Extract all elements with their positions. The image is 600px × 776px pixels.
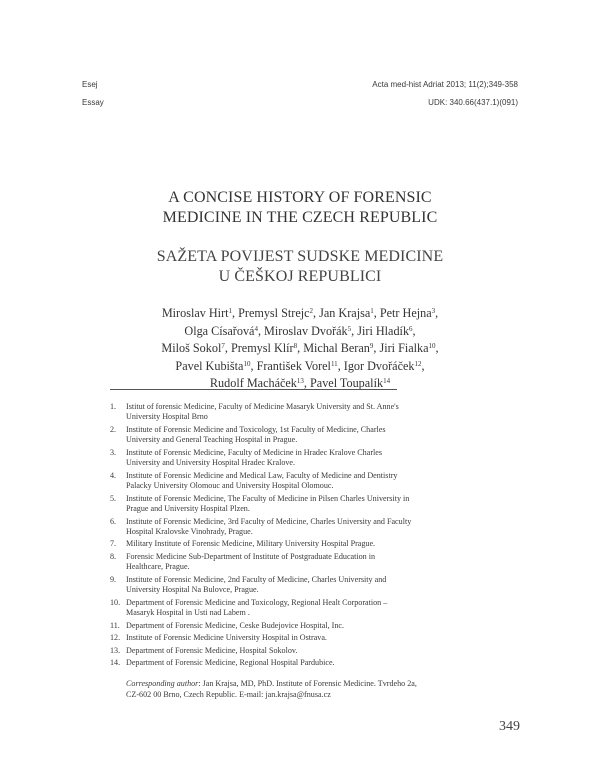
author-affiliation-marker: 8 (293, 342, 298, 350)
author-affiliation-marker: 10 (243, 359, 251, 368)
affiliation-text: Institute of Forensic Medicine, Faculty of Medicine in Hradec Kralove Charles (126, 447, 383, 457)
author (303, 341, 373, 355)
affiliation-text: Forensic Medicine Sub-Department of Institute of Postgraduate Education in (126, 551, 376, 561)
affiliation-text: Department of Forensic Medicine and Toxicology, Regional Healt Corporation – (126, 597, 388, 607)
affiliation-list (110, 402, 490, 671)
author-line: Rudolf Macháček$^{13}$, Pavel Toupalík$^{14}$ (209, 376, 391, 390)
affiliation-text: Institute of Forensic Medicine, 3rd Faculty of Medicine, Charles University and Faculty (126, 516, 412, 526)
author-name: Miroslav Dvořák (264, 323, 348, 338)
author-affiliation-marker: 13 (296, 377, 304, 385)
author (379, 341, 435, 355)
author-name: Jiri Fialka (379, 341, 429, 355)
affiliation-text: Institute of Forensic Medicine and Toxicology, 1st Faculty of Medicine, Charles (126, 424, 386, 434)
affiliation-item (110, 575, 490, 596)
page-number: 349 (499, 719, 520, 734)
affiliation-number: 1. (110, 402, 117, 411)
article-category-english: Essay (82, 98, 104, 107)
author-line: Miroslav Hirt$^1$, Premysl Strejc$^2$, Jan Krajsa$^1$, Petr Hejna$^3$, (161, 306, 439, 320)
author-name: Premysl Strejc (238, 306, 310, 320)
title-croatian-line-1: SAŽETA POVIJEST SUDSKE MEDICINE (156, 248, 444, 265)
affiliation-number: 8. (110, 551, 117, 561)
affiliation-item (110, 494, 490, 515)
affiliation-number: 12. (110, 633, 121, 643)
author-affiliation-marker: 14 (383, 377, 391, 385)
author-name: Miloš Sokol (161, 341, 222, 355)
affiliation-text: Istitut of forensic Medicine, Faculty of Medicine Masaryk University and St. Anne's (126, 402, 399, 411)
author-list (0, 305, 600, 393)
affiliation-text: Institute of Forensic Medicine, 2nd Faculty of Medicine, Charles University and (126, 574, 387, 584)
affiliation-number: 13. (110, 645, 121, 655)
affiliation-item (110, 621, 490, 631)
author-name: Jan Krajsa (319, 306, 371, 320)
corresponding-author-line-1: : Jan Krajsa, MD, PhD. Institute of Forensic Medicine. Tvrdeho 2a, (198, 679, 417, 688)
author-affiliation-marker: 10 (428, 342, 436, 350)
title-english-line-2: MEDICINE IN THE CZECH REPUBLIC (162, 209, 438, 226)
affiliation-text: Healthcare, Prague. (126, 562, 190, 572)
author-name: Olga Císařová (184, 323, 255, 338)
affiliation-number: 6. (110, 516, 117, 526)
affiliation-number: 14. (110, 658, 121, 668)
author (162, 306, 232, 320)
affiliation-item (110, 658, 490, 668)
author-name: Michal Beran (303, 341, 370, 355)
author-affiliation-marker: 5 (347, 324, 352, 333)
author-affiliation-marker: 2 (309, 307, 314, 315)
affiliation-text: Department of Forensic Medicine, Hospital Sokolov. (126, 645, 298, 655)
corresponding-author-label: Corresponding author (126, 679, 199, 688)
author-affiliation-marker: 9 (369, 342, 374, 350)
author-name: František Vorel (256, 358, 331, 373)
affiliation-number: 2. (110, 424, 117, 434)
affiliation-item (110, 539, 490, 549)
author (210, 376, 304, 390)
affiliation-number: 11. (110, 620, 120, 630)
affiliation-item (110, 448, 490, 469)
author-line: Pavel Kubišta$^{10}$, František Vorel$^{11}$, Igor Dvořáček$^{12}$, (175, 358, 425, 373)
affiliation-number: 7. (110, 539, 117, 549)
affiliation-text: University and General Teaching Hospital in Prague. (126, 435, 298, 445)
affiliation-text: University Hospital Na Bulovce, Prague. (126, 585, 259, 595)
author-affiliation-marker: 6 (409, 324, 413, 333)
affiliation-item (110, 471, 490, 492)
affiliation-item (110, 517, 490, 538)
author-affiliation-marker: 3 (431, 307, 436, 315)
affiliation-item (110, 425, 490, 446)
corresponding-author-line-2: CZ-602 00 Brno, Czech Republic. E-mail: jan.krajsa@fnusa.cz (126, 689, 331, 699)
author-affiliation-marker: 4 (254, 324, 258, 333)
author-name: Igor Dvořáček (343, 358, 415, 373)
author (257, 359, 338, 373)
author-name: Rudolf Macháček (209, 376, 297, 390)
article-category-croatian: Esej (82, 80, 98, 89)
title-croatian-line-2: U ČEŠKOJ REPUBLICI (218, 268, 382, 285)
corresponding-author-note (126, 679, 486, 701)
author-name: Jiri Hladík (357, 323, 410, 338)
affiliation-text: Institute of Forensic Medicine and Medical Law, Faculty of Medicine and Dentistry (126, 470, 398, 480)
author-line: Miloš Sokol$^7$, Premysl Klír$^8$, Michal Beran$^9$, Jiri Fialka$^{10}$, (161, 341, 439, 355)
author-affiliation-marker: 11 (330, 359, 338, 368)
title-croatian (0, 247, 600, 287)
affiliation-text: Hospital Kralovske Vinohrady, Prague. (126, 526, 253, 536)
author (161, 341, 224, 355)
affiliation-item (110, 598, 490, 619)
author (264, 324, 351, 338)
udk-code: UDK: 340.66(437.1)(091) (428, 98, 518, 107)
author (310, 376, 390, 390)
author (238, 306, 313, 320)
author-name: Petr Hejna (379, 306, 432, 320)
affiliation-item (110, 646, 490, 656)
author-affiliation-marker: 12 (414, 359, 422, 368)
author-affiliation-marker: 1 (228, 307, 233, 315)
journal-reference: Acta med-hist Adriat 2013; 11(2);349-358 (372, 80, 518, 89)
author (184, 324, 258, 338)
affiliation-text: Prague and University Hospital Plzen. (126, 504, 250, 514)
affiliation-number: 10. (110, 597, 121, 607)
author (344, 359, 422, 373)
affiliation-number: 4. (110, 470, 117, 480)
affiliation-text: Department of Forensic Medicine, Regional Hospital Pardubice. (126, 658, 335, 668)
affiliation-text: University Hospital Brno (126, 412, 208, 422)
affiliation-item (110, 552, 490, 573)
affiliation-text: Palacky University Olomouc and University Hospital Olomouc. (126, 481, 334, 491)
author (175, 359, 250, 373)
author (380, 306, 435, 320)
affiliation-text: Institute of Forensic Medicine, The Faculty of Medicine in Pilsen Charles University in (126, 493, 410, 503)
author (319, 306, 374, 320)
affiliation-item (110, 633, 490, 643)
author-name: Pavel Toupalík (310, 376, 384, 390)
title-english (0, 188, 600, 228)
author-line: Olga Císařová$^4$, Miroslav Dvořák$^5$, Jiri Hladík$^6$, (184, 323, 416, 338)
affiliation-text: Department of Forensic Medicine, Ceske Budejovice Hospital, Inc. (126, 620, 345, 630)
footnote-divider (110, 389, 397, 390)
author-name: Pavel Kubišta (175, 358, 244, 373)
author (231, 341, 297, 355)
affiliation-number: 5. (110, 493, 117, 503)
affiliation-number: 3. (110, 447, 117, 457)
affiliation-item (110, 402, 490, 423)
affiliation-text: Masaryk Hospital in Usti nad Labem . (126, 608, 250, 618)
affiliation-text: Institute of Forensic Medicine University Hospital in Ostrava. (126, 633, 327, 643)
author-name: Premysl Klír (230, 341, 294, 355)
title-english-line-1: A CONCISE HISTORY OF FORENSIC (168, 189, 432, 206)
author-affiliation-marker: 1 (370, 307, 374, 315)
author (357, 324, 412, 338)
author-name: Miroslav Hirt (161, 306, 229, 320)
affiliation-text: Military Institute of Forensic Medicine, Military University Hospital Prague. (126, 539, 376, 549)
affiliation-number: 9. (110, 574, 117, 584)
author-affiliation-marker: 7 (221, 342, 225, 350)
affiliation-text: University and University Hospital Hradec Kralove. (126, 458, 296, 468)
